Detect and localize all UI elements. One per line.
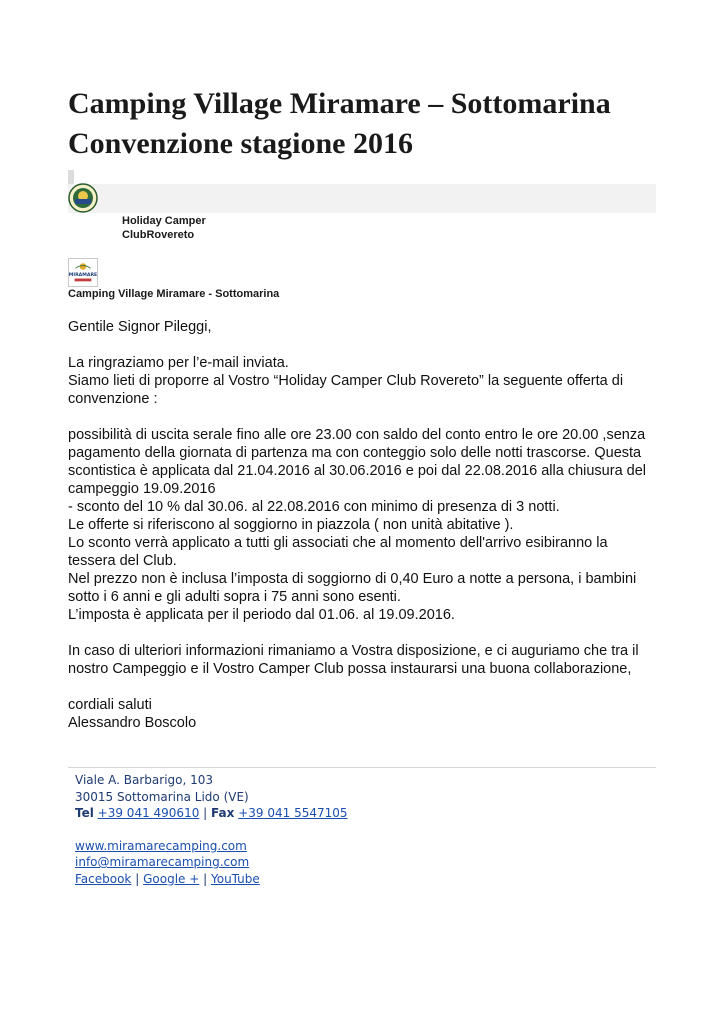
miramare-logo-icon: [68, 258, 98, 287]
phone-fax-line: [75, 805, 348, 822]
offer-line: possibilità di uscita serale fino alle ore 23.00 con saldo del conto entro le ore 20.00 ,senza: [68, 427, 646, 443]
facebook-link[interactable]: Facebook: [75, 871, 132, 886]
offer-line: Nel prezzo non è inclusa l’imposta di soggiorno di 0,40 Euro a notte a persona, i bambini: [68, 571, 637, 587]
separator: |: [135, 871, 140, 886]
miramare-logo-text: MIRAMARE: [68, 272, 98, 278]
club-logo-icon: [68, 183, 98, 213]
separator: |: [203, 871, 208, 886]
tel-label: Tel: [75, 806, 94, 820]
greeting: Gentile Signor Pileggi,: [68, 319, 212, 335]
offer-line: Le offerte si riferiscono al soggiorno in piazzola ( non unità abitative ).: [68, 517, 514, 533]
closing-line-2: nostro Campeggio e il Vostro Camper Club possa instaurarsi una buona collaborazione,: [68, 661, 632, 677]
title-line-2: Convenzione stagione 2016: [68, 127, 413, 160]
fax-link[interactable]: +39 041 5547105: [238, 806, 348, 820]
google-plus-link[interactable]: Google +: [143, 871, 200, 886]
social-links: [75, 871, 348, 888]
offer-line: sotto i 6 anni e gli adulti sopra i 75 anni sono esenti.: [68, 589, 401, 605]
offer-line: pagamento della giornata di partenza ma con conteggio solo delle notti trascorse. Questa: [68, 445, 642, 461]
camping-label: Camping Village Miramare - Sottomarina: [68, 288, 280, 300]
email-signature-footer: [75, 772, 348, 887]
address-line-1: Viale A. Barbarigo, 103: [75, 773, 214, 787]
tel-link[interactable]: +39 041 490610: [97, 806, 200, 820]
signature: Alessandro Boscolo: [68, 715, 197, 731]
salutation: cordiali saluti: [68, 697, 152, 713]
closing-line-1: In caso di ulteriori informazioni rimaniamo a Vostra disposizione, e ci auguriamo che tra il: [68, 643, 639, 659]
footer-divider: [68, 767, 656, 768]
letter-body: [68, 318, 668, 732]
club-name-line-2: ClubRovereto: [122, 229, 195, 241]
offer-line: campeggio 19.09.2016: [68, 481, 216, 497]
intro-line-1: La ringraziamo per l’e-mail inviata.: [68, 355, 289, 371]
youtube-link[interactable]: YouTube: [210, 871, 260, 886]
fax-label: Fax: [211, 806, 235, 820]
offer-line: tessera del Club.: [68, 553, 177, 569]
document-title: [68, 84, 611, 164]
intro-line-2: Siamo lieti di proporre al Vostro “Holiday Camper Club Rovereto” la seguente offerta di: [68, 373, 624, 389]
email-link[interactable]: info@miramarecamping.com: [75, 855, 250, 869]
intro-line-3: convenzione :: [68, 391, 158, 407]
offer-line: scontistica è applicata dal 21.04.2016 al 30.06.2016 e poi dal 22.08.2016 alla chiusura del: [68, 463, 647, 479]
offer-line: L’imposta è applicata per il periodo dal 01.06. al 19.09.2016.: [68, 607, 455, 623]
separator: |: [203, 806, 208, 820]
decorative-tick: [68, 170, 74, 184]
address-line-2: 30015 Sottomarina Lido (VE): [75, 789, 249, 804]
offer-line: - sconto del 10 % dal 30.06. al 22.08.2016 con minimo di presenza di 3 notti.: [68, 499, 560, 515]
club-name-line-1: Holiday Camper: [122, 215, 206, 227]
offer-block: [68, 426, 668, 624]
title-line-1: Camping Village Miramare – Sottomarina: [68, 87, 611, 120]
club-name: [122, 214, 206, 242]
offer-line: Lo sconto verrà applicato a tutti gli associati che al momento dell'arrivo esibiranno la: [68, 535, 608, 551]
website-link[interactable]: www.miramarecamping.com: [75, 838, 247, 853]
header-gray-bar: [68, 184, 656, 213]
